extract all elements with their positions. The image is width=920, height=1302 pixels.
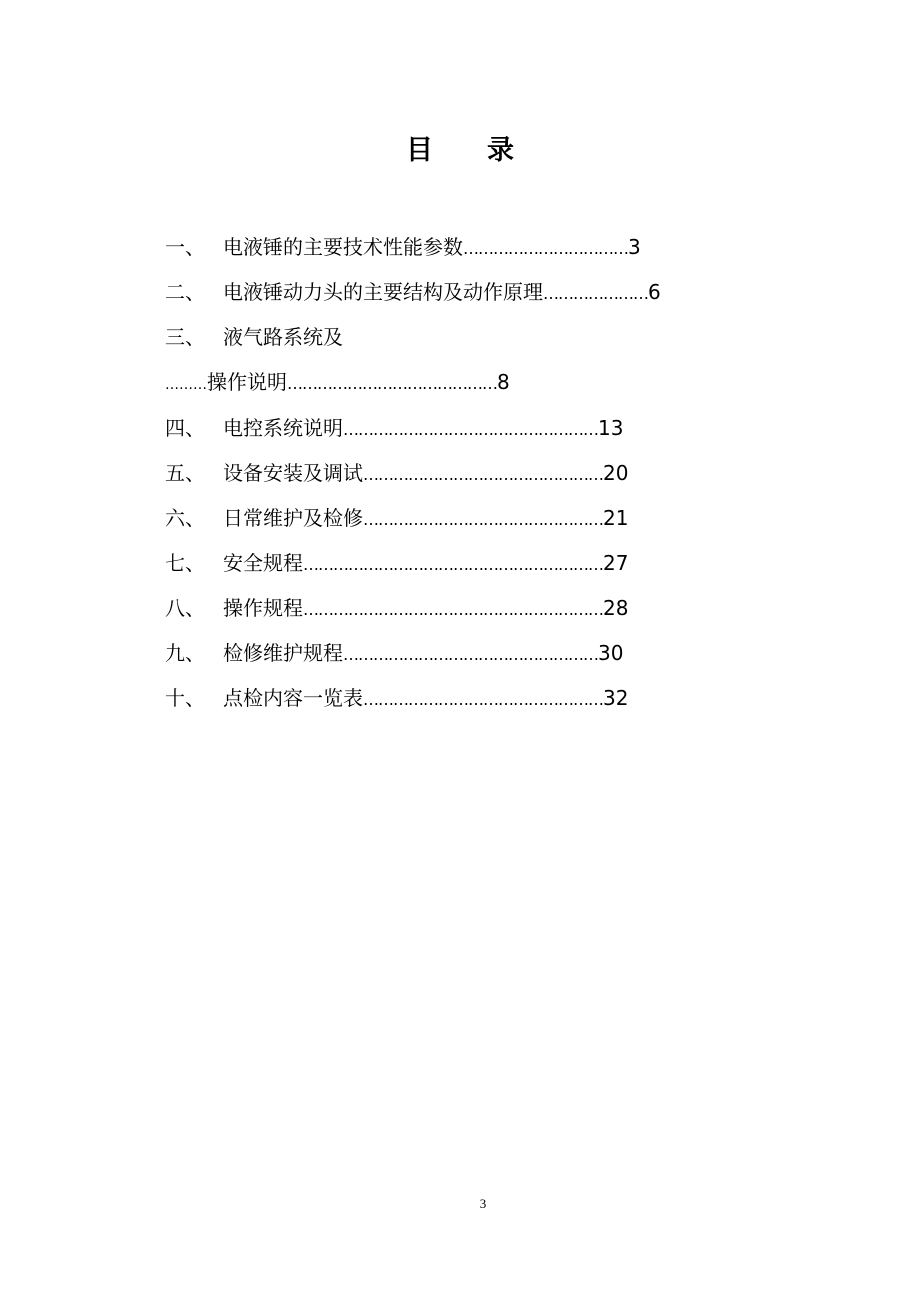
toc-entry-page: 6	[648, 280, 661, 304]
toc-entry-label: 安全规程……………………………………………………27	[223, 551, 629, 575]
toc-leader-dots: …………………………………………	[363, 690, 603, 709]
toc-entry-label: 日常维护及检修…………………………………………21	[223, 506, 629, 530]
toc-leader-dots: ……………………………………	[287, 374, 497, 393]
toc-entry-number: 二、	[165, 280, 205, 304]
toc-leader-dots: …………………	[543, 284, 648, 303]
toc-prefix-dots: ………	[165, 377, 207, 393]
toc-entry-number: 六、	[165, 506, 205, 530]
toc-entry-number: 八、	[165, 596, 205, 620]
toc-title-char-2: 录	[487, 135, 514, 166]
toc-entry-page: 32	[603, 686, 629, 710]
page-number: 3	[479, 1196, 487, 1211]
toc-entry-number: 七、	[165, 551, 205, 575]
toc-leader-dots: …………………………………………	[363, 510, 603, 529]
toc-entry-number: 一、	[165, 235, 205, 259]
toc-entry-number: 四、	[165, 416, 205, 440]
toc-entry-page: 8	[497, 370, 510, 394]
toc-leader-dots: ……………………………………………………	[303, 555, 603, 574]
toc-entry-number: 五、	[165, 461, 205, 485]
toc-entry-number: 十、	[165, 686, 205, 710]
toc-entry-label: 液气路系统及	[223, 325, 343, 349]
toc-entry-page: 30	[598, 641, 624, 665]
toc-title-char-1: 目	[406, 135, 433, 166]
toc-title	[0, 128, 920, 167]
toc-entry-page: 21	[603, 506, 629, 530]
toc-entry-label: 操作规程……………………………………………………28	[223, 596, 629, 620]
toc-entry-label: 设备安装及调试…………………………………………20	[223, 461, 629, 485]
toc-leader-dots: ……………………………………………	[343, 645, 598, 664]
toc-entry-label: 电液锤动力头的主要结构及动作原理…………………6	[223, 280, 661, 304]
toc-entry-number: 三、	[165, 325, 205, 349]
toc-entry-page: 27	[603, 551, 629, 575]
toc-leader-dots: …………………………………………	[363, 465, 603, 484]
toc-entry-label: ………操作说明……………………………………8	[165, 370, 510, 394]
toc-leader-dots: ……………………………………………	[343, 420, 598, 439]
toc-entry-page: 28	[603, 596, 629, 620]
toc-entry-label: 电控系统说明……………………………………………13	[223, 416, 624, 440]
toc-entry-label: 点检内容一览表…………………………………………32	[223, 686, 629, 710]
toc-entry-number: 九、	[165, 641, 205, 665]
toc-entry-label: 电液锤的主要技术性能参数……………………………3	[223, 235, 641, 259]
toc-entry-label: 检修维护规程……………………………………………30	[223, 641, 624, 665]
toc-leader-dots: ……………………………………………………	[303, 600, 603, 619]
toc-entry-page: 13	[598, 416, 624, 440]
toc-entry-page: 3	[628, 235, 641, 259]
toc-leader-dots: ……………………………	[463, 239, 628, 258]
toc-entry-page: 20	[603, 461, 629, 485]
